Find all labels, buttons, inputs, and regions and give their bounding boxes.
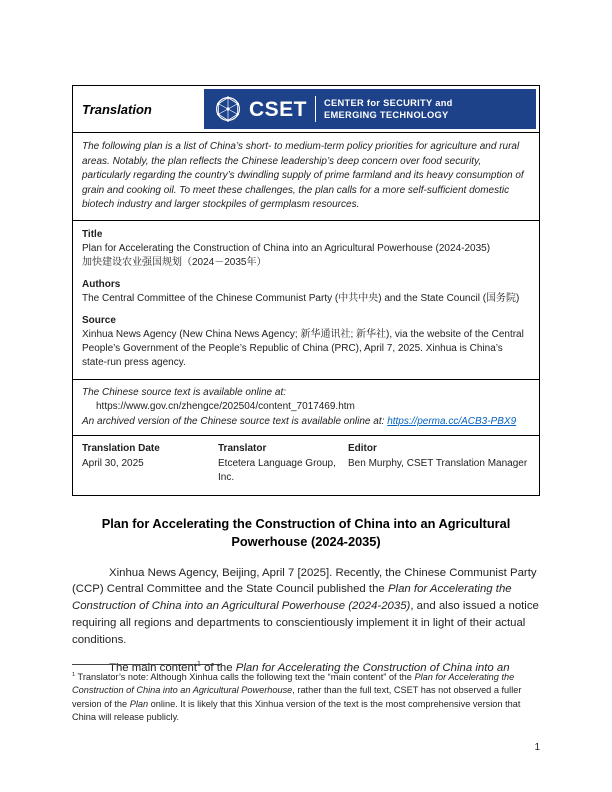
header-row bbox=[73, 86, 539, 133]
paragraph-run: Xinhua News Agency, Beijing, April 7 [2025]. Recently, the Chinese Communist Party (CCP) Central Committee and the State Council published the bbox=[72, 566, 537, 596]
footnote-run: online. It is likely that this Xinhua version of the text is the most comprehensive version that China will release publicly. bbox=[72, 698, 521, 723]
title-english: Plan for Accelerating the Construction of China into an Agricultural Powerhouse (2024-2035) bbox=[82, 242, 491, 254]
translator-value: Etcetera Language Group, Inc. bbox=[218, 457, 336, 483]
title-chinese: 加快建设农业强国规划（2024－2035年） bbox=[82, 256, 267, 268]
intro-paragraph: The following plan is a list of China’s short- to medium-term policy priorities for agriculture and rural areas. Notably, the plan reflects the Chinese leadership’s deep concern over food security, particularly regarding the country’s dwindling supply of prime farmland and its heavy consumption of grain and cooking oil. To meet these challenges, the plan calls for a more self-sufficient domestic biotech industry and larger stockpiles of germplasm resources. bbox=[82, 141, 524, 210]
translation-date-column bbox=[82, 442, 218, 486]
paragraph-run-italic: Plan for Accelerating the Construction of China into an bbox=[235, 662, 510, 675]
footnote-run: , rather than the full text, CSET has not observed a fuller version of the bbox=[72, 685, 522, 709]
archive-link[interactable]: https://perma.cc/ACB3-PBX9 bbox=[387, 415, 517, 427]
paragraph-run: The main content bbox=[109, 662, 198, 675]
editor-label: Editor bbox=[348, 443, 377, 454]
source-value: Xinhua News Agency (New China News Agency; 新华通讯社; 新华社), via the website of the Central People’s Government of the People’s Republic of China (PRC), April 7, 2025. Xinhua is China’s state-run press agency. bbox=[82, 328, 524, 368]
paragraph-run: of the bbox=[200, 662, 236, 675]
logo-divider bbox=[315, 96, 316, 122]
translation-header-table bbox=[72, 85, 540, 496]
source-availability-line: The Chinese source text is available online at: bbox=[82, 386, 287, 398]
details-row bbox=[73, 221, 539, 380]
page-number: 1 bbox=[534, 742, 540, 753]
logo-wordmark-line1: CENTER for SECURITY and bbox=[324, 97, 453, 108]
links-row bbox=[73, 380, 539, 437]
cset-logo bbox=[204, 89, 536, 129]
meta-row bbox=[73, 436, 539, 495]
footnote-text bbox=[72, 671, 540, 724]
translator-column bbox=[218, 442, 348, 486]
cset-acronym: CSET bbox=[249, 97, 308, 121]
translation-date-value: April 30, 2025 bbox=[82, 457, 144, 469]
archive-availability-line bbox=[82, 415, 530, 430]
body-paragraph-1 bbox=[72, 565, 540, 649]
footnote-run-italic: Plan for Accelerating the Construction of China into an Agricultural Powerhouse bbox=[72, 672, 515, 696]
footnote-reference: 1 bbox=[197, 661, 201, 669]
paragraph-run: , and also issued a notice requiring all regions and departments to conscientiously implement it in light of their actual conditions. bbox=[72, 600, 539, 646]
footnote-run-italic: Plan bbox=[129, 698, 149, 709]
footnote-block bbox=[72, 661, 540, 724]
archive-line-text: An archived version of the Chinese source text is available online at: bbox=[82, 415, 385, 427]
editor-column bbox=[348, 442, 530, 486]
footnote-number: 1 bbox=[72, 671, 76, 678]
source-label: Source bbox=[82, 314, 116, 326]
footnote-run: Translator’s note: Although Xinhua calls the following text the “main content” of the bbox=[75, 672, 415, 682]
logo-wordmark-line2: EMERGING TECHNOLOGY bbox=[324, 110, 449, 120]
editor-value: Ben Murphy, CSET Translation Manager bbox=[348, 457, 528, 469]
intro-row bbox=[73, 133, 539, 221]
cset-globe-icon bbox=[214, 95, 242, 123]
document-title: Plan for Accelerating the Construction of China into an Agricultural Powerhouse (2024-2035) bbox=[101, 515, 511, 550]
authors-value: The Central Committee of the Chinese Communist Party (中共中央) and the State Council (国务院) bbox=[82, 292, 520, 304]
footnote-separator bbox=[72, 664, 222, 665]
authors-label: Authors bbox=[82, 278, 121, 290]
paragraph-run-italic: Plan for Accelerating the Construction of China into an Agricultural Powerhouse (2024-2035) bbox=[72, 583, 512, 613]
translation-label: Translation bbox=[82, 101, 152, 117]
translator-label: Translator bbox=[218, 443, 267, 454]
title-label: Title bbox=[82, 228, 103, 240]
logo-wordmark bbox=[324, 97, 453, 121]
translation-date-label: Translation Date bbox=[82, 443, 160, 454]
source-url[interactable]: https://www.gov.cn/zhengce/202504/content_7017469.htm bbox=[96, 401, 355, 412]
